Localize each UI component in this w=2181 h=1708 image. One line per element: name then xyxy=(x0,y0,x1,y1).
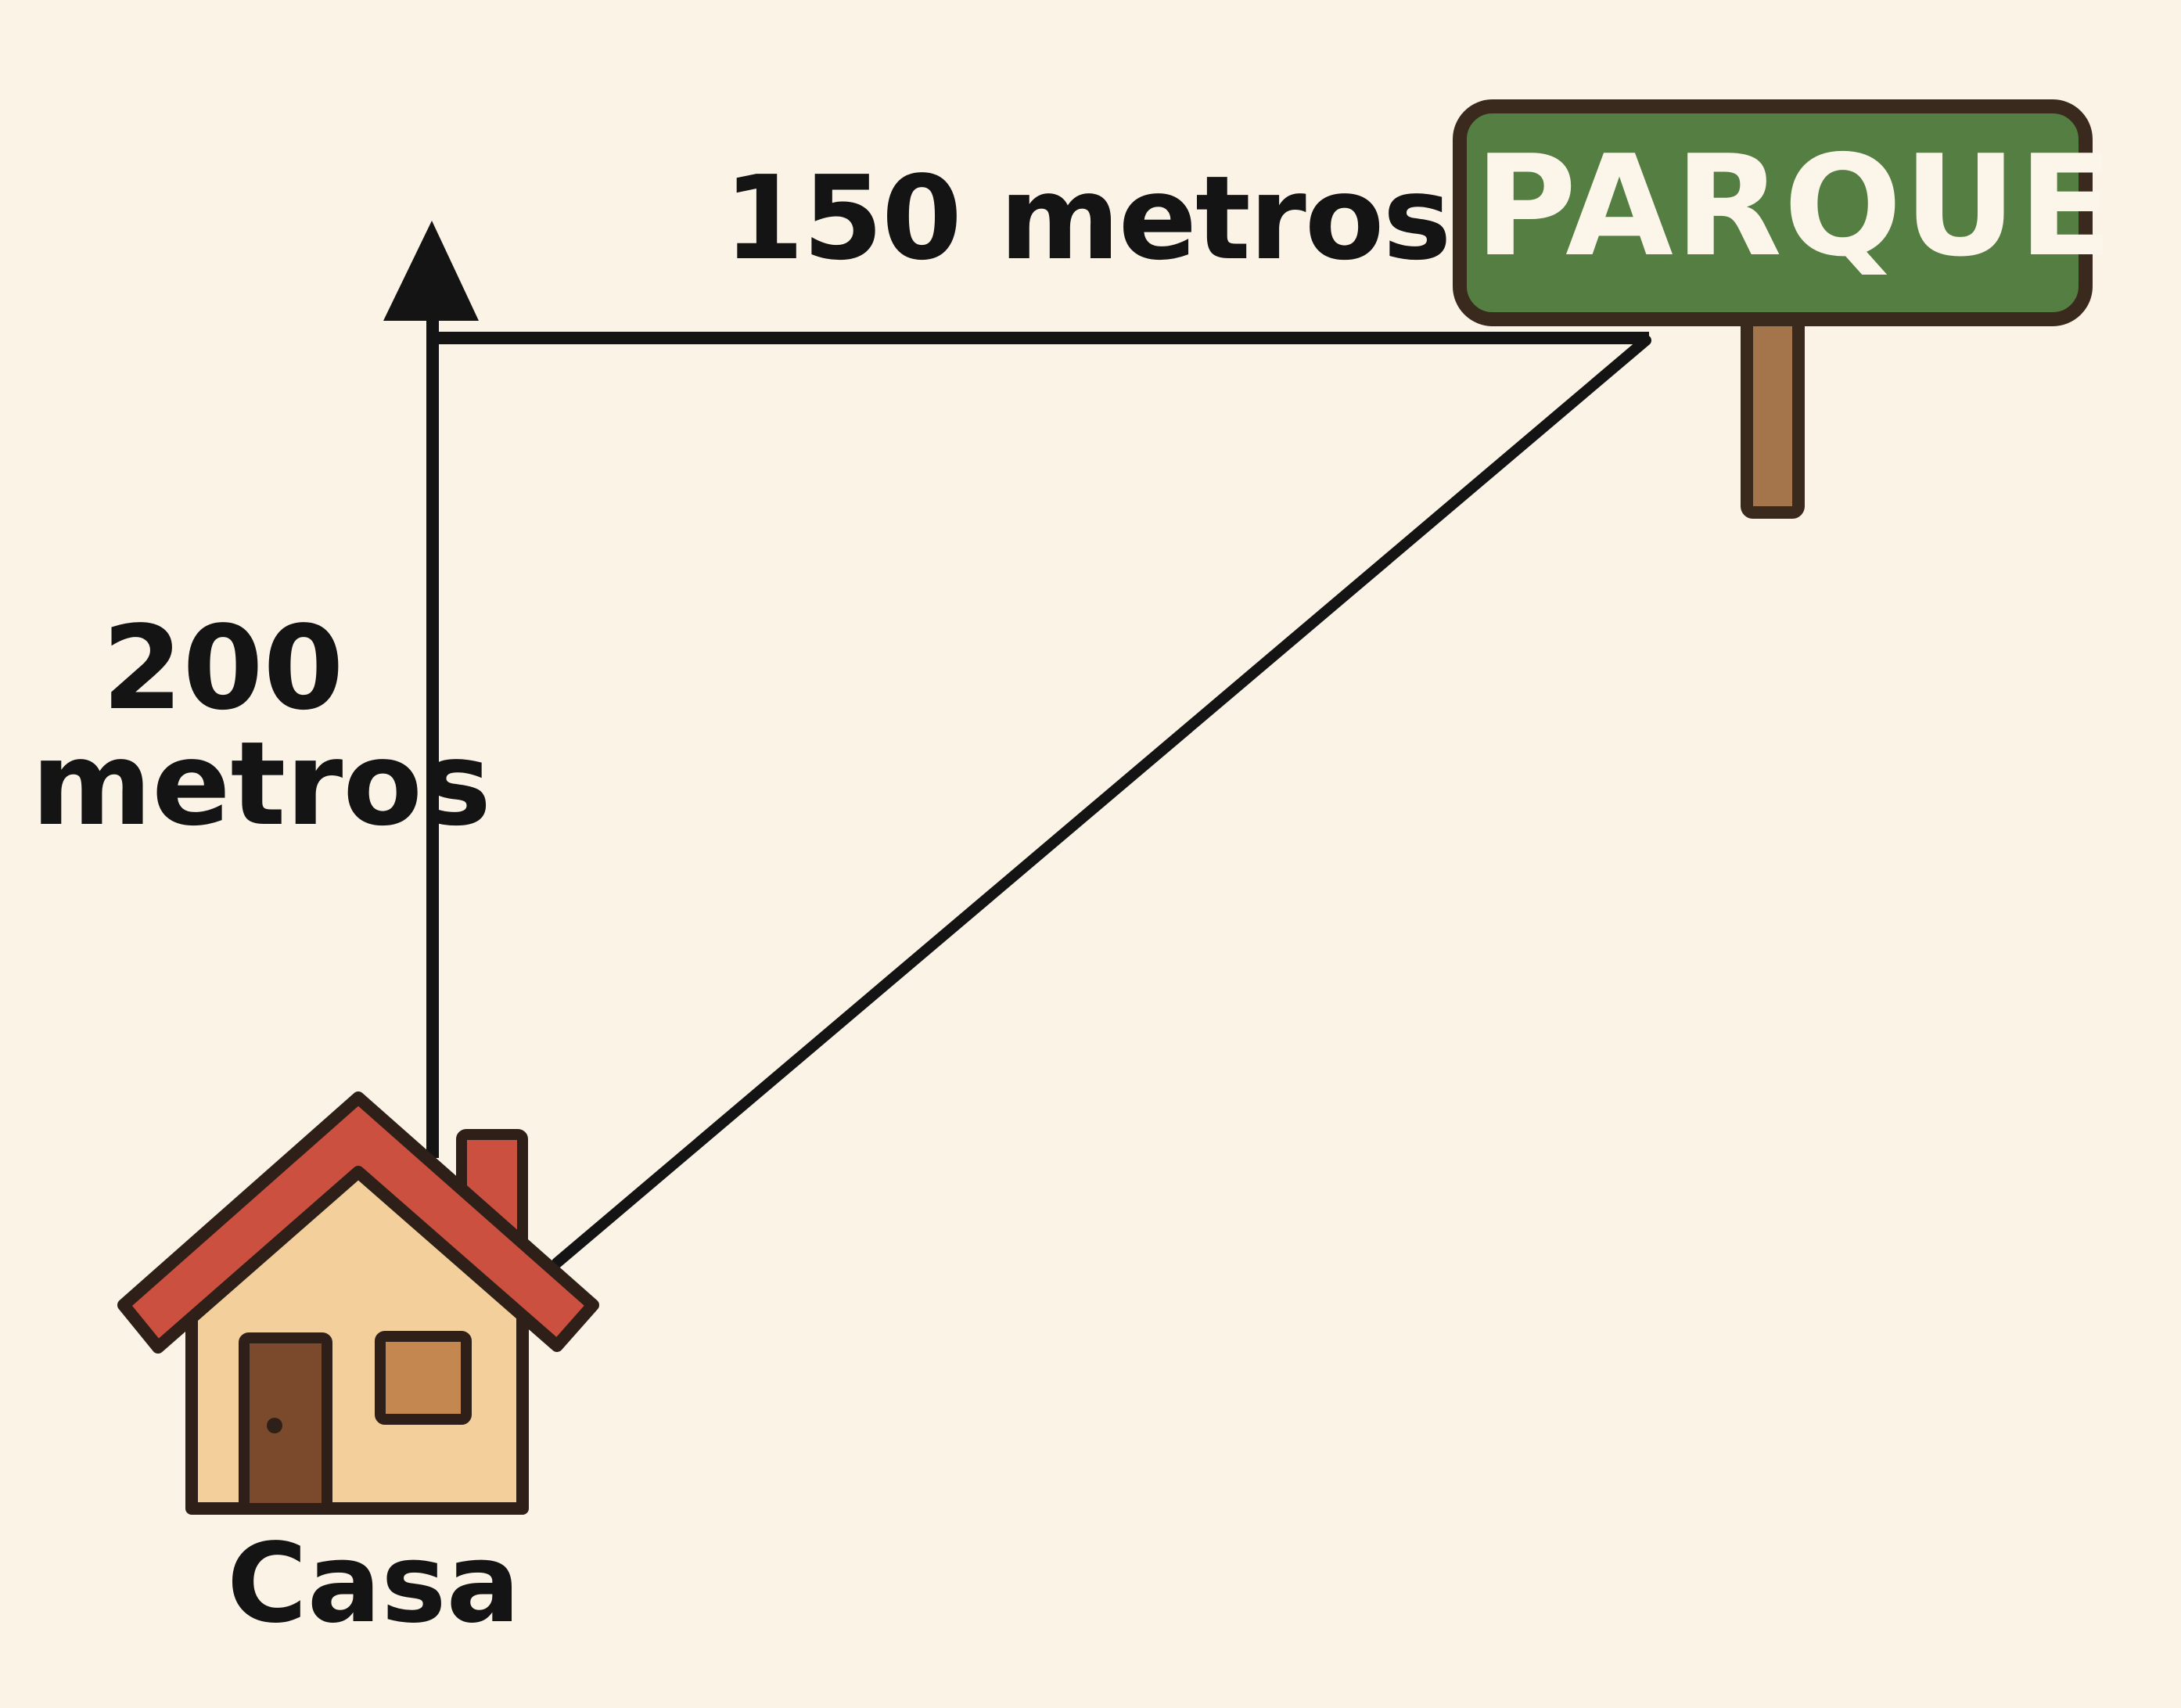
horizontal-distance-label: 150 metros xyxy=(724,151,1450,286)
house-window xyxy=(380,1336,466,1419)
house-door xyxy=(244,1338,327,1508)
origin-label: Casa xyxy=(227,1520,521,1648)
vertical-distance-label xyxy=(31,601,492,851)
destination-sign-label: PARQUE xyxy=(1475,125,2115,287)
door-knob xyxy=(267,1418,282,1433)
vertical-distance-unit: metros xyxy=(31,717,492,851)
sign-post xyxy=(1747,317,1798,512)
vertical-distance-number: 200 xyxy=(102,601,344,735)
